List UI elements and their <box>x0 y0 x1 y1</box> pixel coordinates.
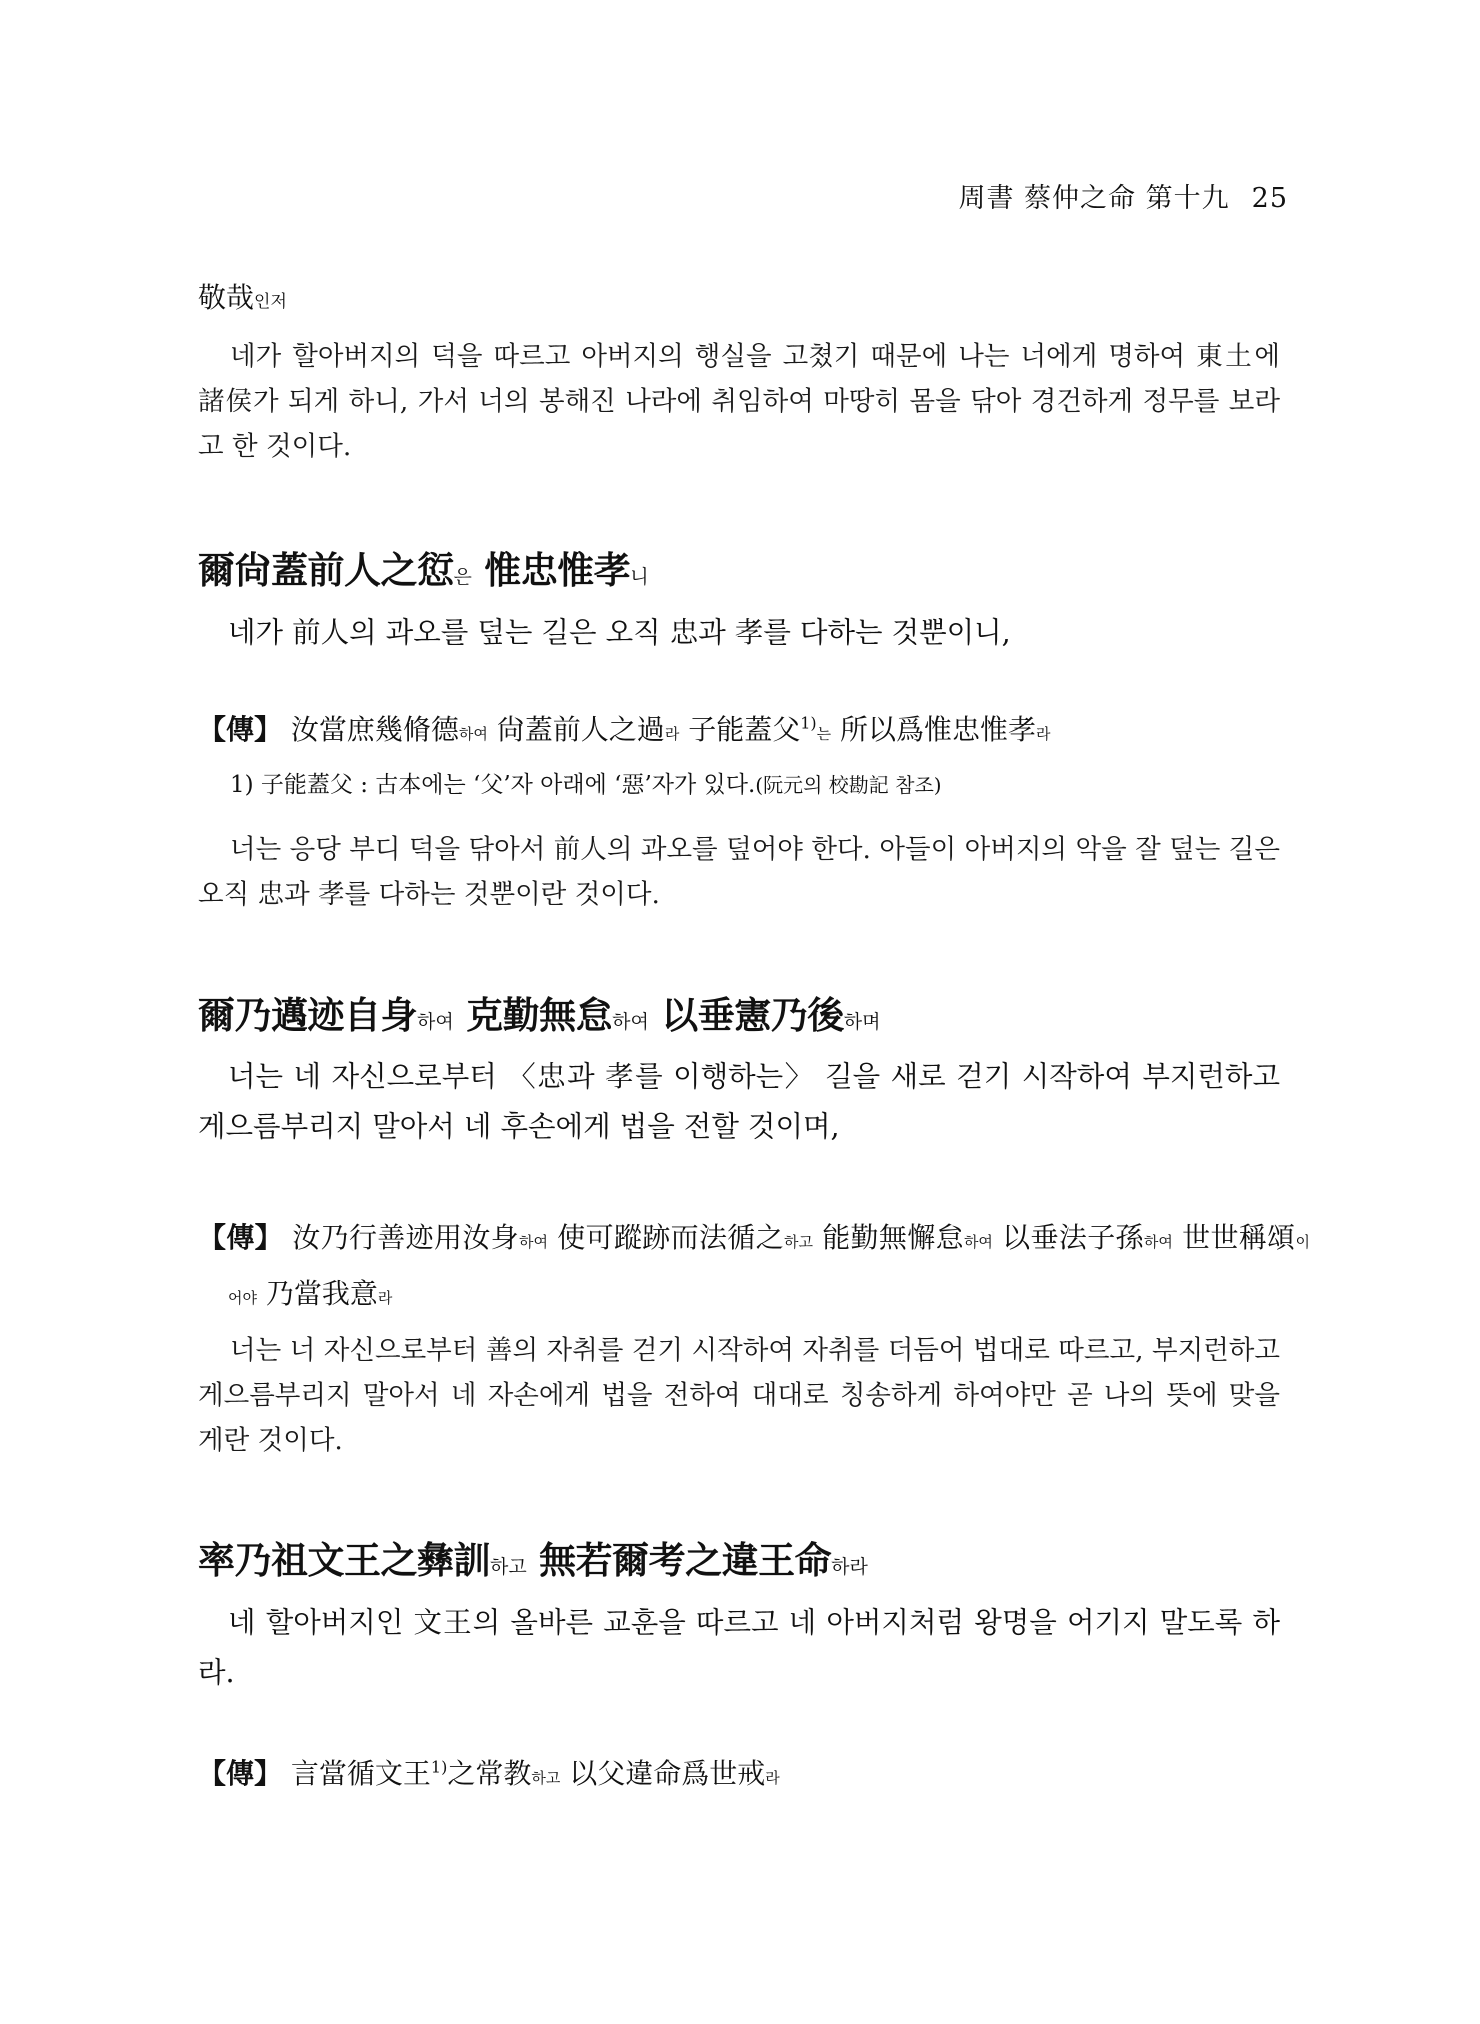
particle: 은 <box>453 566 472 588</box>
particle: 하여 <box>963 1233 993 1251</box>
commentary-text: 世世稱頌 <box>1172 1221 1296 1254</box>
commentary-text: 子能蓋父 <box>679 713 801 746</box>
classic-sentence <box>198 1530 1280 1584</box>
footnote-citation: (阮元의 校勘記 참조) <box>755 773 942 797</box>
classic-text: 無若爾考之違王命 <box>526 1538 832 1582</box>
classic-text: 克勤無怠 <box>453 993 613 1037</box>
footnote-marker[interactable]: 1) <box>800 713 817 733</box>
particle: 하여 <box>417 1011 454 1033</box>
classic-text: 以垂憲乃後 <box>648 993 844 1037</box>
particle: 하라 <box>831 1556 868 1578</box>
commentary <box>198 1748 1314 1804</box>
footnote <box>198 763 1312 807</box>
commentary-text: 以垂法子孫 <box>992 1221 1144 1254</box>
particle: 하여 <box>519 1233 548 1251</box>
commentary-translation: 네가 할아버지의 덕을 따르고 아버지의 행실을 고쳤기 때문에 나는 너에게 명하여 東土에 諸侯가 되게 하니, 가서 너의 봉해진 나라에 취임하여 마땅히 몸을 닦아 경건하게 정무를 보라고 한 것이다. <box>198 341 1280 462</box>
classic-text: 率乃祖文王之彝訓 <box>198 1538 490 1582</box>
commentary-text: 以父違命爲世戒 <box>560 1757 766 1790</box>
commentary-text: 尙蓋前人之過 <box>487 713 665 746</box>
commentary-translation: 너는 너 자신으로부터 善의 자취를 걷기 시작하여 자취를 더듬어 법대로 따르고, 부지런하고 게으름부리지 말아서 네 자손에게 법을 전하여 대대로 칭송하게 하여야만 곧 나의 뜻에 맞을 게란 것이다. <box>198 1335 1280 1456</box>
particle: 하고 <box>531 1769 561 1787</box>
page-number: 25 <box>1251 183 1288 214</box>
commentary-label: 【傳】 <box>198 713 283 746</box>
particle: 하고 <box>783 1233 813 1251</box>
particle: 라 <box>1036 725 1051 743</box>
sentence-translation: 너는 네 자신으로부터 〈忠과 孝를 이행하는〉 길을 새로 걷기 시작하여 부지런하고 게으름부리지 말아서 네 후손에게 법을 전할 것이며, <box>198 1060 1280 1143</box>
classic-text: 爾乃邁迹自身 <box>198 993 417 1037</box>
particle: 하여 <box>1143 1233 1173 1251</box>
commentary-label: 【傳】 <box>198 1757 283 1790</box>
sentence-translation: 네 할아버지인 文王의 올바른 교훈을 따르고 네 아버지처럼 왕명을 어기지 말도록 하라. <box>198 1606 1280 1689</box>
commentary-text: 能勤無懈怠 <box>812 1221 964 1254</box>
classic-text: 敬哉 <box>198 281 255 314</box>
sentence-translation: 네가 前人의 과오를 덮는 길은 오직 忠과 孝를 다하는 것뿐이니, <box>228 616 1011 649</box>
particle: 하며 <box>843 1011 881 1033</box>
commentary-text: 乃當我意 <box>256 1277 378 1310</box>
commentary-text: 所以爲惟忠惟孝 <box>831 713 1037 746</box>
classic-text: 惟忠惟孝 <box>471 548 631 592</box>
previous-classic-tail <box>198 276 1280 316</box>
commentary <box>198 704 1314 760</box>
commentary-text: 使可蹤跡而法循之 <box>548 1221 784 1254</box>
particle: 인저 <box>254 292 287 312</box>
footnote-text: 1) 子能蓋父 : 古本에는 ‘父’자 아래에 ‘惡’자가 있다. <box>230 772 756 798</box>
commentary-text: 汝當庶幾脩德 <box>282 713 459 746</box>
particle: 라 <box>664 725 680 743</box>
commentary-text: 之常教 <box>447 1757 532 1790</box>
commentary-label: 【傳】 <box>198 1221 284 1254</box>
header-title: 周書 蔡仲之命 第十九 <box>958 183 1230 214</box>
classic-sentence <box>198 540 1280 594</box>
running-header <box>958 176 1288 215</box>
particle: 니 <box>630 566 649 588</box>
particle: 라 <box>765 1769 780 1787</box>
footnote-marker[interactable]: 1) <box>430 1757 448 1777</box>
classic-sentence <box>198 985 1280 1039</box>
commentary-translation: 너는 응당 부디 덕을 닦아서 前人의 과오를 덮어야 한다. 아들이 아버지의 악을 잘 덮는 길은 오직 忠과 孝를 다하는 것뿐이란 것이다. <box>198 834 1280 910</box>
particle: 하고 <box>490 1556 527 1578</box>
particle: 이어야 <box>228 1233 1310 1307</box>
commentary <box>198 1212 1314 1324</box>
particle: 는 <box>816 725 832 743</box>
classic-text: 爾尙蓋前人之愆 <box>198 548 454 592</box>
particle: 라 <box>377 1289 393 1307</box>
commentary-text: 言當循文王 <box>282 1757 431 1790</box>
particle: 하여 <box>612 1011 649 1033</box>
particle: 하여 <box>458 725 488 743</box>
commentary-text: 汝乃行善迹用汝身 <box>283 1221 520 1254</box>
